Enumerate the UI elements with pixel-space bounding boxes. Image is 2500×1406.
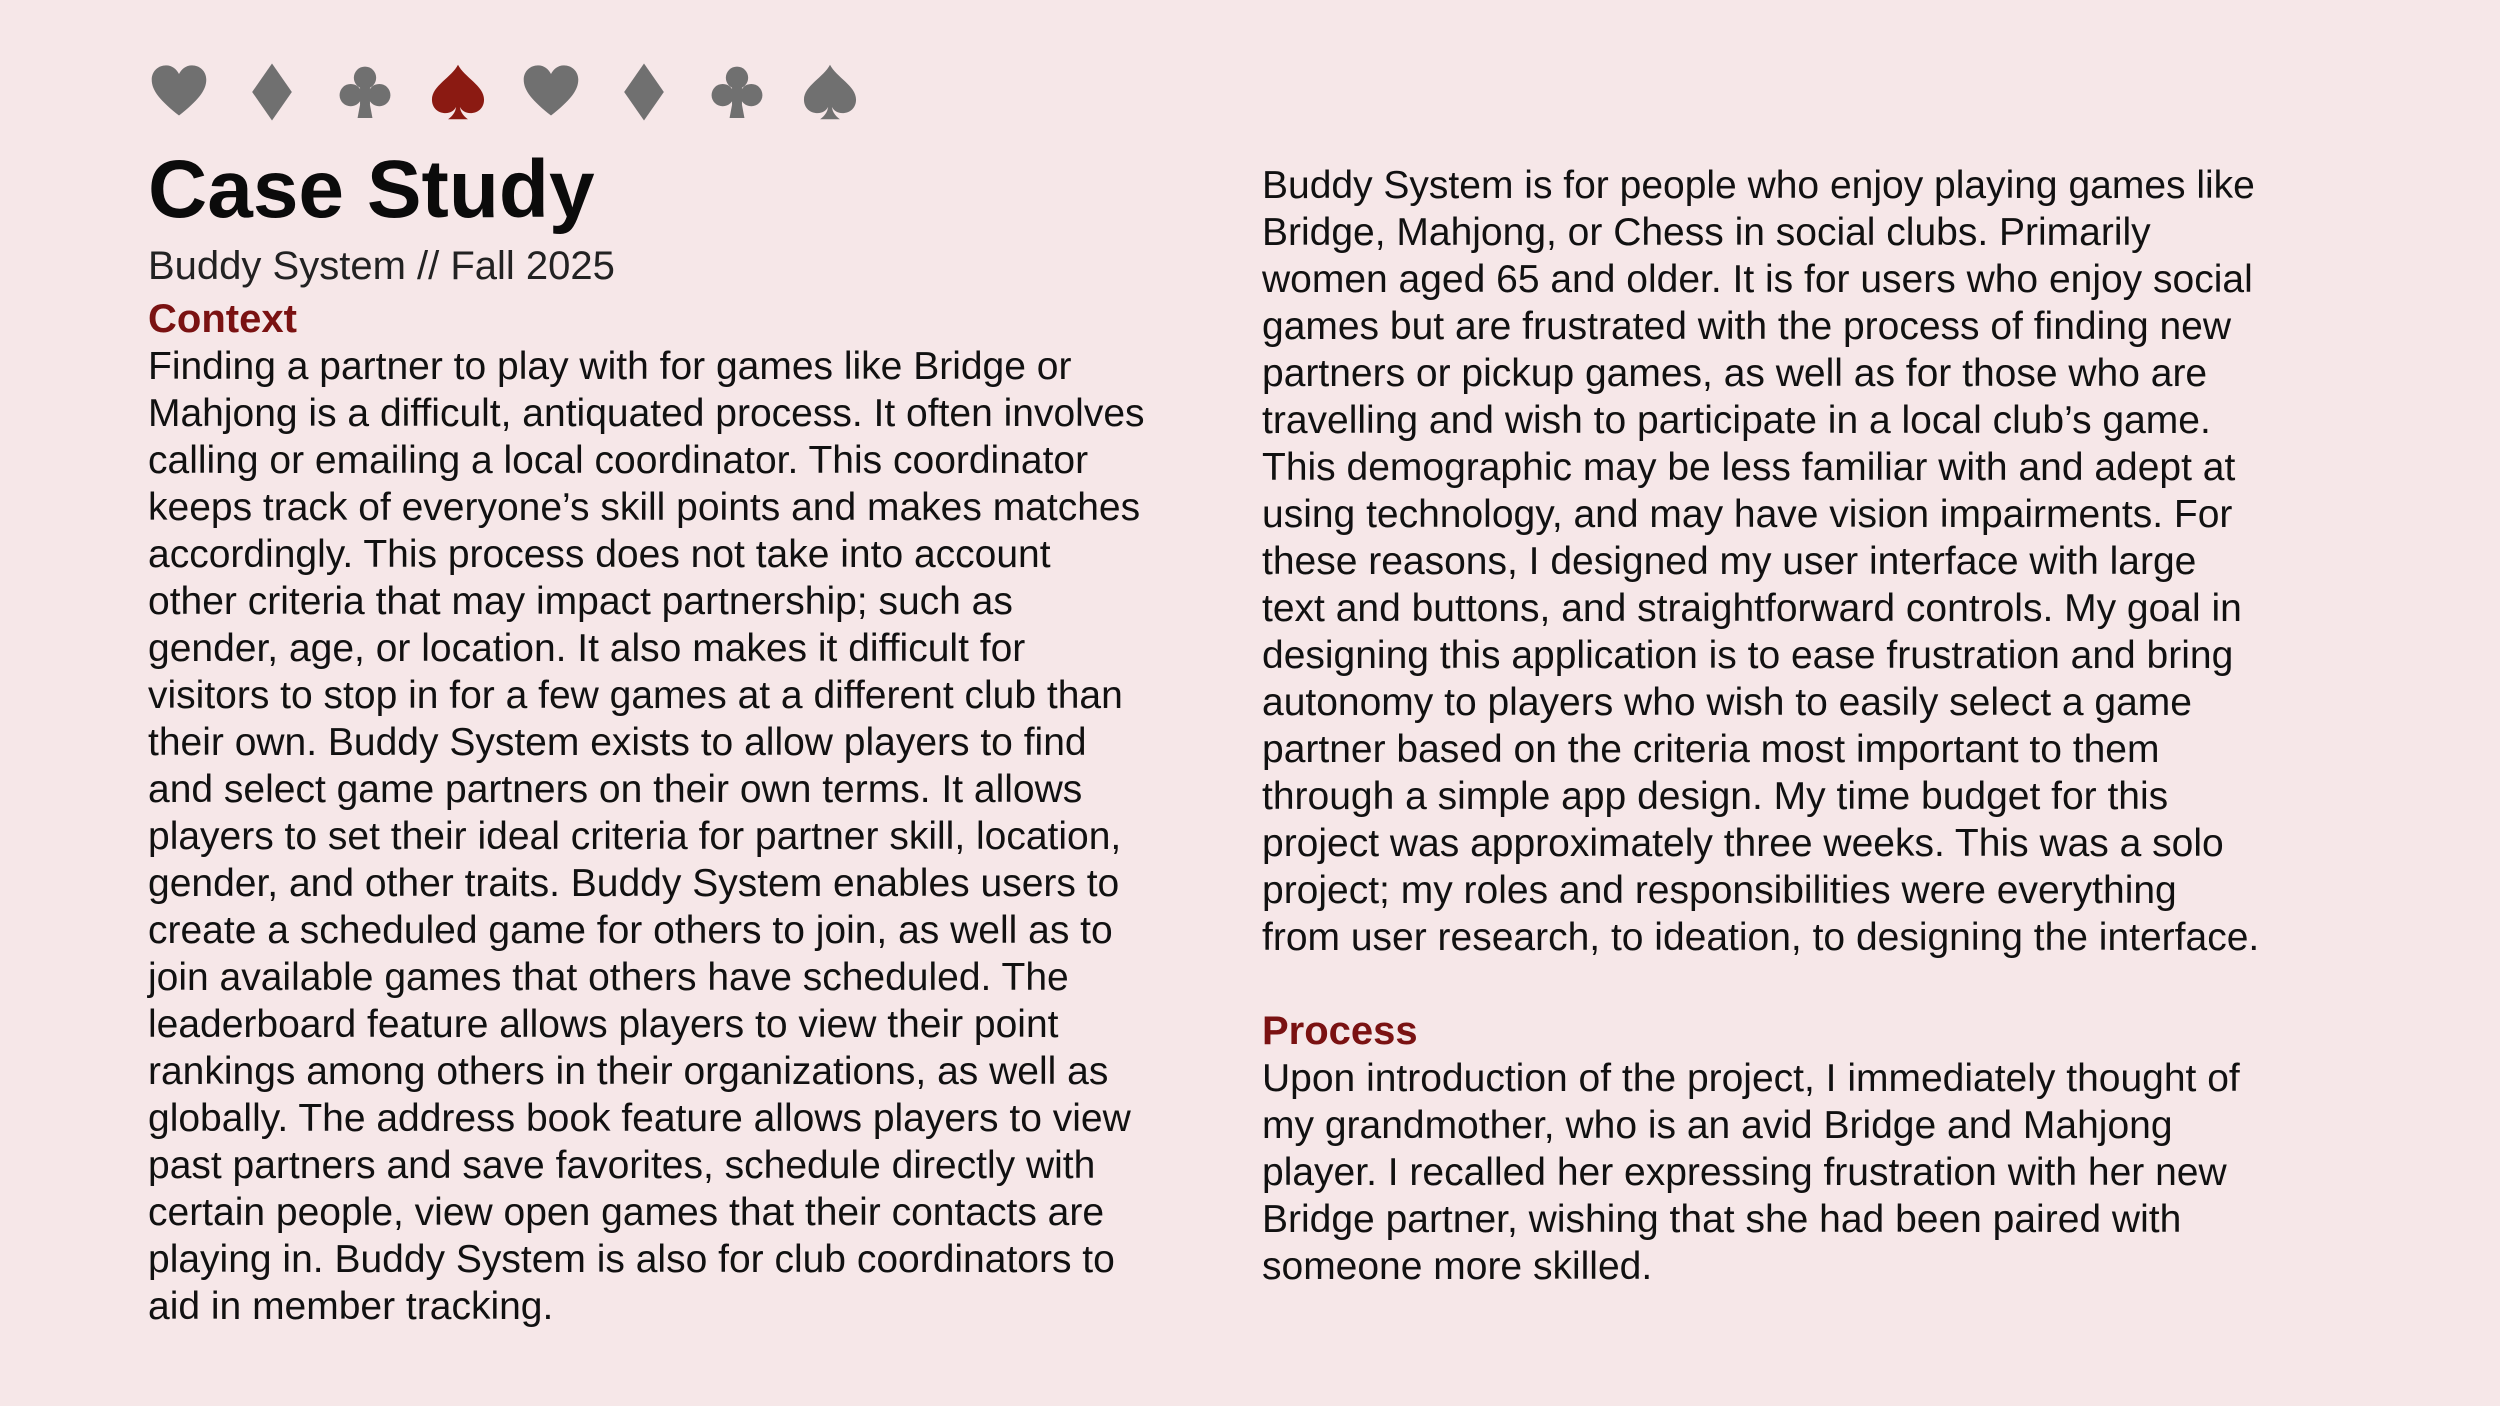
heart-icon [520, 61, 582, 123]
section-spacer [1262, 961, 2372, 1008]
club-icon [706, 61, 768, 123]
process-paragraph: Upon introduction of the project, I immediately thought of my grandmother, who is an avid Bridge and Mahjong player. I recalled her expressing frustration with her new Bridge partner, wishing that she had been paired with someone more skilled. [1262, 1057, 2240, 1288]
right-column [1262, 162, 2372, 1290]
heart-icon [148, 61, 210, 123]
context-paragraph: Finding a partner to play with for games like Bridge or Mahjong is a difficult, antiquated process. It often involves calling or emailing a local coordinator. This coordinator keeps track of everyone’s skill points and makes matches accordingly. This process does not take into account other criteria that may impact partnership; such as gender, age, or location. It also makes it difficult for visitors to stop in for a few games at a different club than their own. Buddy System exists to allow players to find and select game partners on their own terms. It allows players to set their ideal criteria for partner skill, location, gender, and other traits. Buddy System enables users to create a scheduled game for others to join, as well as to join available games that others have scheduled. The leaderboard feature allows players to view their point rankings among others in their organizations, as well as globally. The address book feature allows players to view past partners and save favorites, schedule directly with certain people, view open games that their contacts are playing in. Buddy System is also for club coordinators to aid in member tracking. [148, 345, 1145, 1328]
spade-icon [799, 61, 861, 123]
process-heading: Process [1262, 1009, 1418, 1053]
page-title: Case Study [148, 144, 595, 235]
diamond-icon [613, 61, 675, 123]
audience-paragraph: Buddy System is for people who enjoy playing games like Bridge, Mahjong, or Chess in social clubs. Primarily women aged 65 and older. It is for users who enjoy social games but are frustrated with the process of finding new partners or pickup games, as well as for those who are travelling and wish to participate in a local club’s game. This demographic may be less familiar with and adept at using technology, and may have vision impairments. For these reasons, I designed my user interface with large text and buttons, and straightforward controls. My goal in designing this application is to ease frustration and bring autonomy to players who wish to easily select a game partner based on the criteria most important to them through a simple app design. My time budget for this project was approximately three weeks. This was a solo project; my roles and responsibilities were everything from user research, to ideation, to designing the interface. [1262, 164, 2260, 959]
left-column [148, 140, 1248, 1330]
page-subtitle: Buddy System // Fall 2025 [148, 244, 615, 288]
context-heading: Context [148, 297, 297, 341]
spade-icon [427, 61, 489, 123]
club-icon [334, 61, 396, 123]
diamond-icon [241, 61, 303, 123]
suit-icon-row [148, 58, 892, 126]
